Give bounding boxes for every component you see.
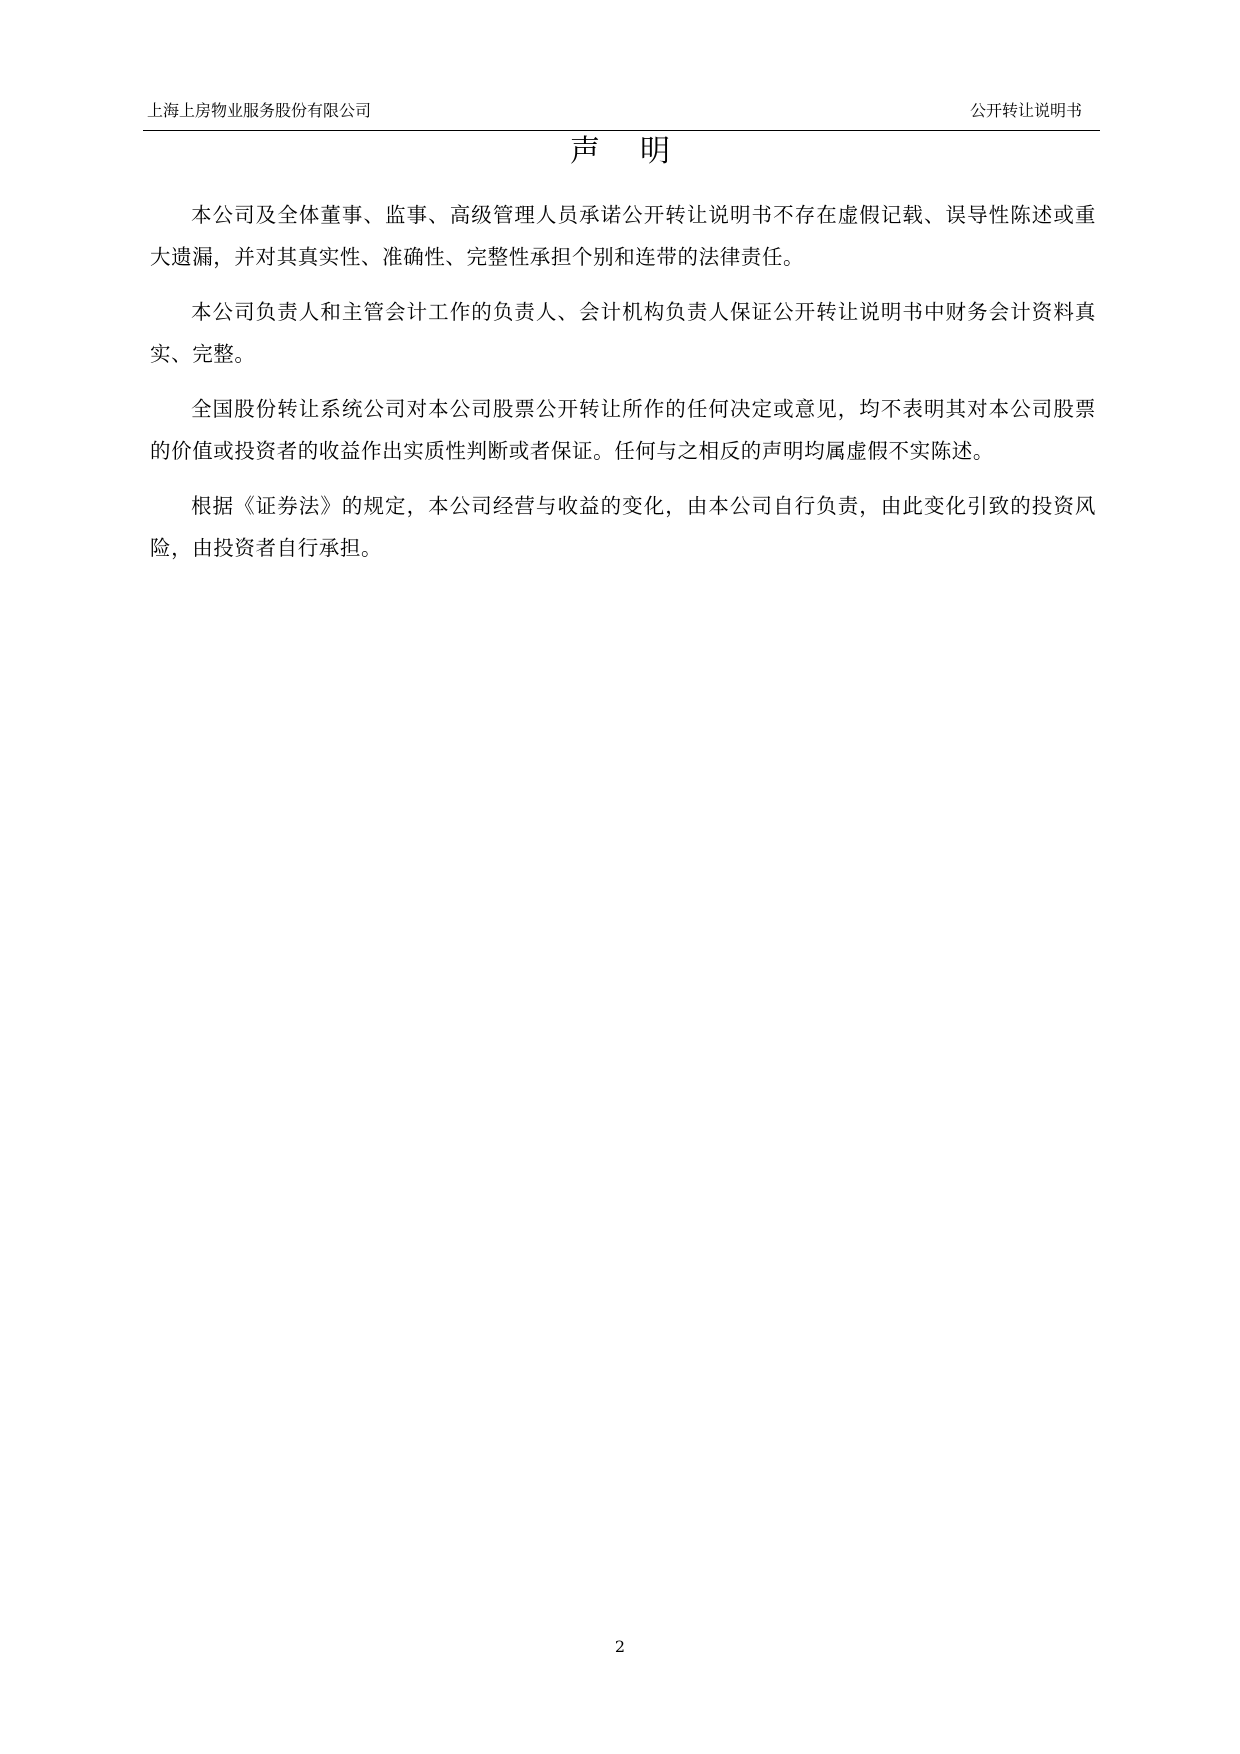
- page-title-char-1: 声: [570, 134, 600, 169]
- statement-body: [150, 194, 1096, 569]
- statement-paragraph-1: 本公司及全体董事、监事、高级管理人员承诺公开转让说明书不存在虚假记载、误导性陈述或重大遗漏，并对其真实性、准确性、完整性承担个别和连带的法律责任。: [150, 203, 1096, 269]
- page-title-char-2: 明: [640, 134, 670, 169]
- header-company-name: 上海上房物业服务股份有限公司: [147, 101, 372, 120]
- page-title: [0, 130, 1240, 174]
- page-header: [143, 98, 1100, 131]
- statement-paragraph-2: 本公司负责人和主管会计工作的负责人、会计机构负责人保证公开转让说明书中财务会计资料真实、完整。: [150, 300, 1096, 366]
- statement-paragraph-3: 全国股份转让系统公司对本公司股票公开转让所作的任何决定或意见，均不表明其对本公司股票的价值或投资者的收益作出实质性判断或者保证。任何与之相反的声明均属虚假不实陈述。: [150, 397, 1096, 463]
- page-number: 2: [614, 1637, 626, 1656]
- header-document-type: 公开转让说明书: [969, 101, 1082, 120]
- statement-paragraph-4: 根据《证券法》的规定，本公司经营与收益的变化，由本公司自行负责，由此变化引致的投资风险，由投资者自行承担。: [150, 494, 1096, 560]
